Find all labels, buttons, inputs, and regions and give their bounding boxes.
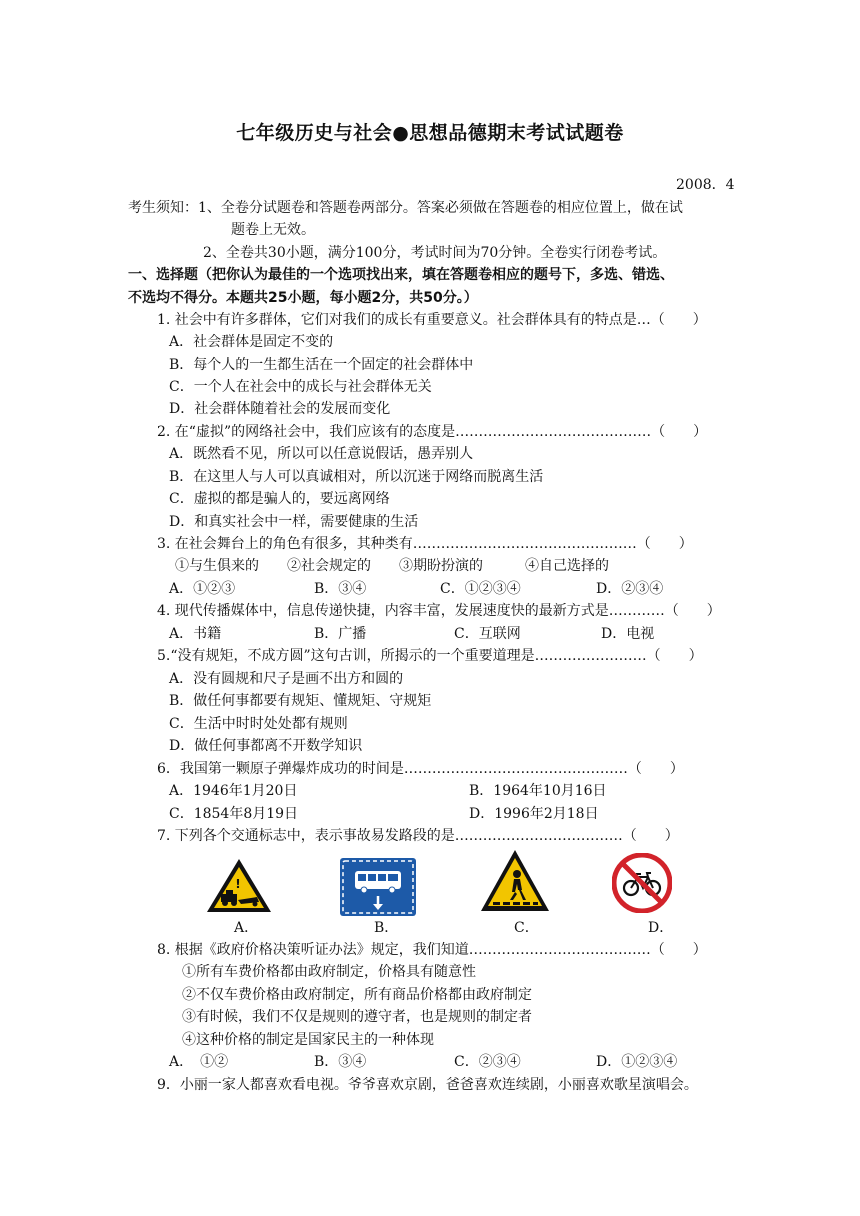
- q1-option-a: A．社会群体是固定不变的: [169, 334, 334, 350]
- q7-option-c: C．: [514, 920, 539, 936]
- q1-option-d: D．社会群体随着社会的发展而变化: [169, 401, 391, 417]
- q7-option-b: B．: [374, 920, 399, 936]
- page-title: 七年级历史与社会●思想品德期末考试试题卷: [236, 122, 624, 144]
- q1-option-c: C．一个人在社会中的成长与社会群体无关: [169, 379, 432, 395]
- q5-option-b: B．做任何事都要有规矩、懂规矩、守规矩: [169, 693, 432, 709]
- q1-stem: 1. 社会中有许多群体，它们对我们的成长有重要意义。社会群体具有的特点是…（ ）: [157, 312, 707, 328]
- q8-option-b: B．③④: [314, 1054, 367, 1070]
- q8-item-2: ②不仅车费价格由政府制定，所有商品价格都由政府制定: [182, 987, 532, 1003]
- exam-date: 2008．4: [676, 177, 735, 193]
- svg-text:!: !: [235, 877, 241, 891]
- q5-option-a: A．没有圆规和尺子是画不出方和圆的: [169, 671, 404, 687]
- q8-stem: 8. 根据《政府价格决策听证办法》规定，我们知道…………………………………（ ）: [157, 942, 707, 958]
- q8-option-d: D．①②③④: [596, 1054, 678, 1070]
- q3-option-a: A．①②③: [169, 581, 236, 597]
- q1-option-b: B．每个人的一生都生活在一个固定的社会群体中: [169, 357, 474, 373]
- q2-stem: 2. 在“虚拟”的网络社会中，我们应该有的态度是……………………………………（ ）: [157, 424, 708, 440]
- section-heading-line-2: 不选均不得分。本题共25小题，每小题2分，共50分。）: [128, 290, 478, 306]
- q6-option-d: D．1996年2月18日: [469, 806, 599, 822]
- q9-stem: 9．小丽一家人都喜欢看电视。爷爷喜欢京剧，爸爸喜欢连续剧，小丽喜欢歌星演唱会。: [157, 1077, 698, 1093]
- q4-option-a: A．书籍: [169, 626, 222, 642]
- notice-line-2: 题卷上无效。: [231, 222, 315, 238]
- q4-option-b: B．广播: [314, 626, 367, 642]
- no-bicycles-sign-icon: [612, 853, 672, 917]
- q5-stem: 5.“没有规矩，不成方圆”这句古训，所揭示的一个重要道理是……………………（ ）: [157, 648, 703, 664]
- q8-item-3: ③有时候，我们不仅是规则的遵守者，也是规则的制定者: [182, 1009, 532, 1025]
- q7-option-d: D．: [648, 920, 674, 936]
- q4-stem: 4. 现代传播媒体中，信息传递快捷，内容丰富，发展速度快的最新方式是…………（ ）: [157, 603, 721, 619]
- q6-option-b: B．1964年10月16日: [469, 783, 607, 799]
- q3-stem: 3. 在社会舞台上的角色有很多，其种类有…………………………………………（ ）: [157, 536, 693, 552]
- notice-line-3: 2、全卷共30小题，满分100分，考试时间为70分钟。全卷实行闭卷考试。: [203, 245, 667, 261]
- q2-option-d: D．和真实社会中一样，需要健康的生活: [169, 514, 419, 530]
- section-heading-line-1: 一、选择题（把你认为最佳的一个选项找出来，填在答题卷相应的题号下，多选、错选、: [128, 267, 674, 283]
- q8-option-a: A． ①②: [169, 1054, 229, 1070]
- q3-items: ①与生俱来的 ②社会规定的 ③期盼扮演的 ④自己选择的: [175, 558, 609, 574]
- q8-item-4: ④这种价格的制定是国家民主的一种体现: [182, 1032, 434, 1048]
- q2-option-b: B．在这里人与人可以真诚相对，所以沉迷于网络而脱离生活: [169, 469, 544, 485]
- q3-option-b: B．③④: [314, 581, 367, 597]
- accident-warning-sign-icon: [205, 856, 273, 918]
- q7-option-a: A．: [234, 920, 259, 936]
- q2-option-c: C．虚拟的都是骗人的，要远离网络: [169, 491, 390, 507]
- q7-stem: 7. 下列各个交通标志中，表示事故易发路段的是………………………………（ ）: [157, 828, 679, 844]
- q5-option-d: D．做任何事都离不开数学知识: [169, 738, 363, 754]
- notice-line-1: 考生须知：1、全卷分试题卷和答题卷两部分。答案必须做在答题卷的相应位置上，做在试: [128, 200, 683, 216]
- q4-option-c: C．互联网: [454, 626, 521, 642]
- q5-option-c: C．生活中时时处处都有规则: [169, 716, 348, 732]
- q6-stem: 6．我国第一颗原子弹爆炸成功的时间是…………………………………………（ ）: [157, 761, 684, 777]
- q2-option-a: A．既然看不见，所以可以任意说假话，愚弄别人: [169, 446, 474, 462]
- q8-option-c: C．②③④: [454, 1054, 521, 1070]
- pedestrian-crossing-sign-icon: [479, 848, 551, 918]
- q8-item-1: ①所有车费价格都由政府制定，价格具有随意性: [182, 964, 476, 980]
- q3-option-d: D．②③④: [596, 581, 664, 597]
- bus-lane-sign-icon: [340, 858, 416, 920]
- q6-option-c: C．1854年8月19日: [169, 806, 299, 822]
- q6-option-a: A．1946年1月20日: [169, 783, 298, 799]
- q4-option-d: D．电视: [601, 626, 655, 642]
- q3-option-c: C．①②③④: [440, 581, 521, 597]
